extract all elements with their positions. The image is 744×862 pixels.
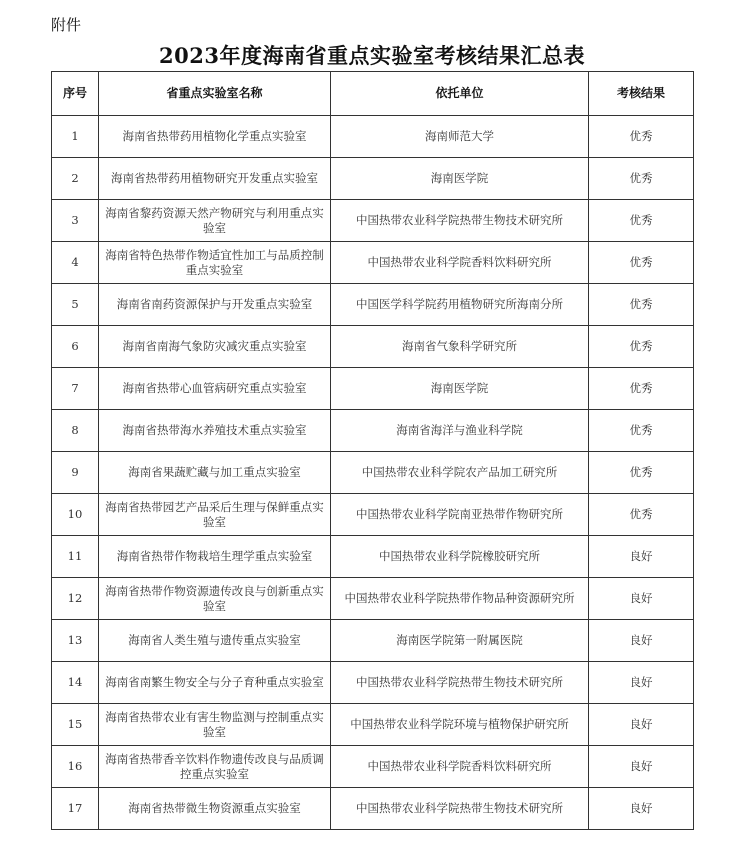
- cell-serial-number: 9: [52, 452, 99, 494]
- cell-host-unit: 海南医学院第一附属医院: [331, 620, 589, 662]
- cell-host-unit: 海南师范大学: [331, 116, 589, 158]
- cell-host-unit: 中国热带农业科学院南亚热带作物研究所: [331, 494, 589, 536]
- cell-host-unit: 海南省海洋与渔业科学院: [331, 410, 589, 452]
- cell-lab-name: 海南省热带海水养殖技术重点实验室: [99, 410, 331, 452]
- cell-serial-number: 17: [52, 788, 99, 830]
- cell-serial-number: 5: [52, 284, 99, 326]
- cell-serial-number: 14: [52, 662, 99, 704]
- cell-serial-number: 15: [52, 704, 99, 746]
- cell-assessment-result: 良好: [589, 662, 694, 704]
- table-row: [52, 620, 694, 662]
- cell-host-unit: 中国热带农业科学院热带生物技术研究所: [331, 662, 589, 704]
- cell-lab-name: 海南省南药资源保护与开发重点实验室: [99, 284, 331, 326]
- attachment-label: 附件: [51, 16, 82, 34]
- cell-lab-name: 海南省热带心血管病研究重点实验室: [99, 368, 331, 410]
- header-serial-number: 序号: [52, 72, 99, 116]
- cell-assessment-result: 优秀: [589, 242, 694, 284]
- cell-serial-number: 1: [52, 116, 99, 158]
- cell-assessment-result: 良好: [589, 578, 694, 620]
- cell-assessment-result: 良好: [589, 620, 694, 662]
- cell-host-unit: 中国热带农业科学院农产品加工研究所: [331, 452, 589, 494]
- cell-serial-number: 8: [52, 410, 99, 452]
- header-lab-name: 省重点实验室名称: [99, 72, 331, 116]
- cell-host-unit: 海南医学院: [331, 368, 589, 410]
- cell-lab-name: 海南省南海气象防灾减灾重点实验室: [99, 326, 331, 368]
- cell-serial-number: 6: [52, 326, 99, 368]
- table-header: [52, 72, 694, 116]
- cell-assessment-result: 良好: [589, 788, 694, 830]
- cell-serial-number: 3: [52, 200, 99, 242]
- cell-lab-name: 海南省黎药资源天然产物研究与利用重点实验室: [99, 200, 331, 242]
- header-row: [52, 72, 694, 116]
- cell-assessment-result: 优秀: [589, 494, 694, 536]
- cell-serial-number: 11: [52, 536, 99, 578]
- cell-lab-name: 海南省热带作物资源遗传改良与创新重点实验室: [99, 578, 331, 620]
- cell-lab-name: 海南省人类生殖与遗传重点实验室: [99, 620, 331, 662]
- cell-lab-name: 海南省南繁生物安全与分子育种重点实验室: [99, 662, 331, 704]
- cell-host-unit: 中国热带农业科学院橡胶研究所: [331, 536, 589, 578]
- table-row: [52, 410, 694, 452]
- cell-host-unit: 海南医学院: [331, 158, 589, 200]
- table-row: [52, 200, 694, 242]
- cell-lab-name: 海南省热带药用植物研究开发重点实验室: [99, 158, 331, 200]
- cell-host-unit: 中国医学科学院药用植物研究所海南分所: [331, 284, 589, 326]
- cell-host-unit: 中国热带农业科学院香料饮料研究所: [331, 242, 589, 284]
- cell-assessment-result: 优秀: [589, 284, 694, 326]
- header-assessment-result: 考核结果: [589, 72, 694, 116]
- table-row: [52, 746, 694, 788]
- cell-host-unit: 中国热带农业科学院环境与植物保护研究所: [331, 704, 589, 746]
- table-row: [52, 452, 694, 494]
- table-row: [52, 116, 694, 158]
- table-row: [52, 158, 694, 200]
- cell-serial-number: 2: [52, 158, 99, 200]
- cell-lab-name: 海南省热带香辛饮料作物遗传改良与品质调控重点实验室: [99, 746, 331, 788]
- cell-assessment-result: 优秀: [589, 326, 694, 368]
- cell-lab-name: 海南省特色热带作物适宜性加工与品质控制重点实验室: [99, 242, 331, 284]
- cell-host-unit: 中国热带农业科学院香料饮料研究所: [331, 746, 589, 788]
- header-host-unit: 依托单位: [331, 72, 589, 116]
- cell-lab-name: 海南省热带药用植物化学重点实验室: [99, 116, 331, 158]
- table-row: [52, 494, 694, 536]
- cell-lab-name: 海南省热带园艺产品采后生理与保鲜重点实验室: [99, 494, 331, 536]
- cell-assessment-result: 良好: [589, 536, 694, 578]
- table-row: [52, 536, 694, 578]
- table-row: [52, 578, 694, 620]
- cell-host-unit: 中国热带农业科学院热带生物技术研究所: [331, 788, 589, 830]
- cell-lab-name: 海南省热带微生物资源重点实验室: [99, 788, 331, 830]
- cell-lab-name: 海南省热带作物栽培生理学重点实验室: [99, 536, 331, 578]
- cell-serial-number: 7: [52, 368, 99, 410]
- cell-serial-number: 16: [52, 746, 99, 788]
- cell-serial-number: 13: [52, 620, 99, 662]
- table-body: [52, 116, 694, 830]
- cell-serial-number: 10: [52, 494, 99, 536]
- cell-host-unit: 海南省气象科学研究所: [331, 326, 589, 368]
- cell-host-unit: 中国热带农业科学院热带作物品种资源研究所: [331, 578, 589, 620]
- cell-serial-number: 4: [52, 242, 99, 284]
- cell-assessment-result: 优秀: [589, 410, 694, 452]
- table-row: [52, 368, 694, 410]
- cell-assessment-result: 良好: [589, 704, 694, 746]
- table-row: [52, 788, 694, 830]
- cell-host-unit: 中国热带农业科学院热带生物技术研究所: [331, 200, 589, 242]
- table-row: [52, 242, 694, 284]
- table-row: [52, 326, 694, 368]
- cell-lab-name: 海南省热带农业有害生物监测与控制重点实验室: [99, 704, 331, 746]
- results-table: [51, 71, 694, 830]
- cell-serial-number: 12: [52, 578, 99, 620]
- cell-assessment-result: 优秀: [589, 368, 694, 410]
- cell-assessment-result: 优秀: [589, 452, 694, 494]
- cell-assessment-result: 优秀: [589, 116, 694, 158]
- table-row: [52, 662, 694, 704]
- cell-assessment-result: 良好: [589, 746, 694, 788]
- cell-assessment-result: 优秀: [589, 200, 694, 242]
- cell-lab-name: 海南省果蔬贮藏与加工重点实验室: [99, 452, 331, 494]
- document-title: 2023年度海南省重点实验室考核结果汇总表: [159, 43, 585, 68]
- table-row: [52, 704, 694, 746]
- table-row: [52, 284, 694, 326]
- cell-assessment-result: 优秀: [589, 158, 694, 200]
